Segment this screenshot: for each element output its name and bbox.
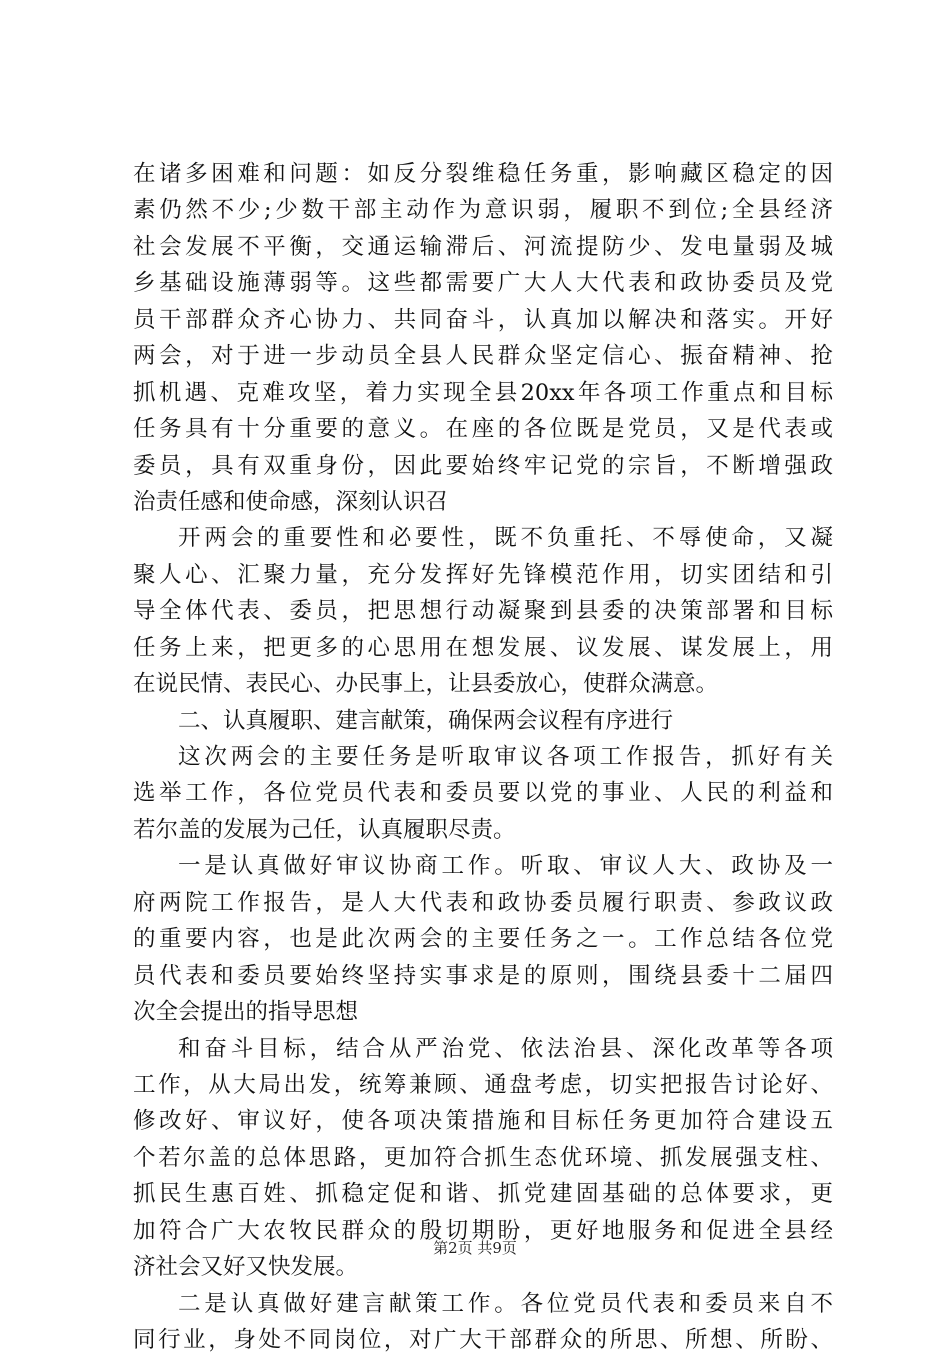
- text-line: 修改好、审议好，使各项决策措施和目标任务更加符合建设五: [133, 1108, 833, 1135]
- text-line: 若尔盖的发展为己任，认真履职尽责。: [133, 816, 516, 843]
- text-line: 导全体代表、委员，把思想行动凝聚到县委的决策部署和目标: [133, 598, 833, 625]
- text-line: 选举工作，各位党员代表和委员要以党的事业、人民的利益和: [133, 780, 833, 807]
- text-line: 任务具有十分重要的意义。在座的各位既是党员，又是代表或: [133, 416, 833, 443]
- text-line: 开两会的重要性和必要性，既不负重托、不辱使命，又凝: [178, 525, 833, 552]
- text-line: 员干部群众齐心协力、共同奋斗，认真加以解决和落实。开好: [133, 306, 833, 333]
- document-body: [133, 156, 833, 1358]
- text-line: 二是认真做好建言献策工作。各位党员代表和委员来自不: [178, 1290, 833, 1317]
- text-line: 府两院工作报告，是人大代表和政协委员履行职责、参政议政: [133, 889, 833, 916]
- page-number-footer: 第2页 共9页: [433, 1239, 517, 1257]
- text-line: 加符合广大农牧民群众的殷切期盼，更好地服务和促进全县经: [133, 1217, 833, 1244]
- text-line: 工作，从大局出发，统筹兼顾、通盘考虑，切实把报告讨论好、: [133, 1071, 833, 1098]
- text-line: 聚人心、汇聚力量，充分发挥好先锋模范作用，切实团结和引: [133, 561, 833, 588]
- text-line: 济社会又好又快发展。: [133, 1254, 359, 1281]
- text-line: 在说民情、表民心、办民事上，让县委放心，使群众满意。: [133, 671, 719, 698]
- text-line: 抓机遇、克难攻坚，着力实现全县20xx年各项工作重点和目标: [133, 379, 833, 406]
- text-line: 任务上来，把更多的心思用在想发展、议发展、谋发展上，用: [133, 634, 833, 661]
- text-line: 素仍然不少;少数干部主动作为意识弱，履职不到位;全县经济: [133, 197, 833, 224]
- text-line: 一是认真做好审议协商工作。听取、审议人大、政协及一: [178, 853, 833, 880]
- text-line: 这次两会的主要任务是听取审议各项工作报告，抓好有关: [178, 744, 833, 770]
- text-line: 个若尔盖的总体思路，更加符合抓生态优环境、抓发展强支柱、: [133, 1144, 833, 1171]
- text-line: 委员，具有双重身份，因此要始终牢记党的宗旨，不断增强政: [133, 452, 833, 479]
- text-line: 和奋斗目标，结合从严治党、依法治县、深化改革等各项: [178, 1035, 833, 1062]
- text-line: 乡基础设施薄弱等。这些都需要广大人大代表和政协委员及党: [133, 270, 833, 297]
- text-line: 员代表和委员要始终坚持实事求是的原则，围绕县委十二届四: [133, 962, 833, 989]
- text-line: 同行业，身处不同岗位，对广大干部群众的所思、所想、所盼、: [133, 1327, 833, 1353]
- text-line: 的重要内容，也是此次两会的主要任务之一。工作总结各位党: [133, 926, 833, 953]
- text-line: 两会，对于进一步动员全县人民群众坚定信心、振奋精神、抢: [133, 343, 833, 370]
- text-line: 在诸多困难和问题：如反分裂维稳任务重，影响藏区稳定的因: [133, 161, 833, 187]
- text-line: 治责任感和使命感，深刻认识召: [133, 488, 449, 515]
- text-line: 抓民生惠百姓、抓稳定促和谐、抓党建固基础的总体要求，更: [133, 1181, 833, 1208]
- text-line: 社会发展不平衡，交通运输滞后、河流提防少、发电量弱及城: [133, 233, 833, 260]
- section-heading: 二、认真履职、建言献策，确保两会议程有序进行: [178, 707, 674, 734]
- text-line: 次全会提出的指导思想: [133, 999, 359, 1026]
